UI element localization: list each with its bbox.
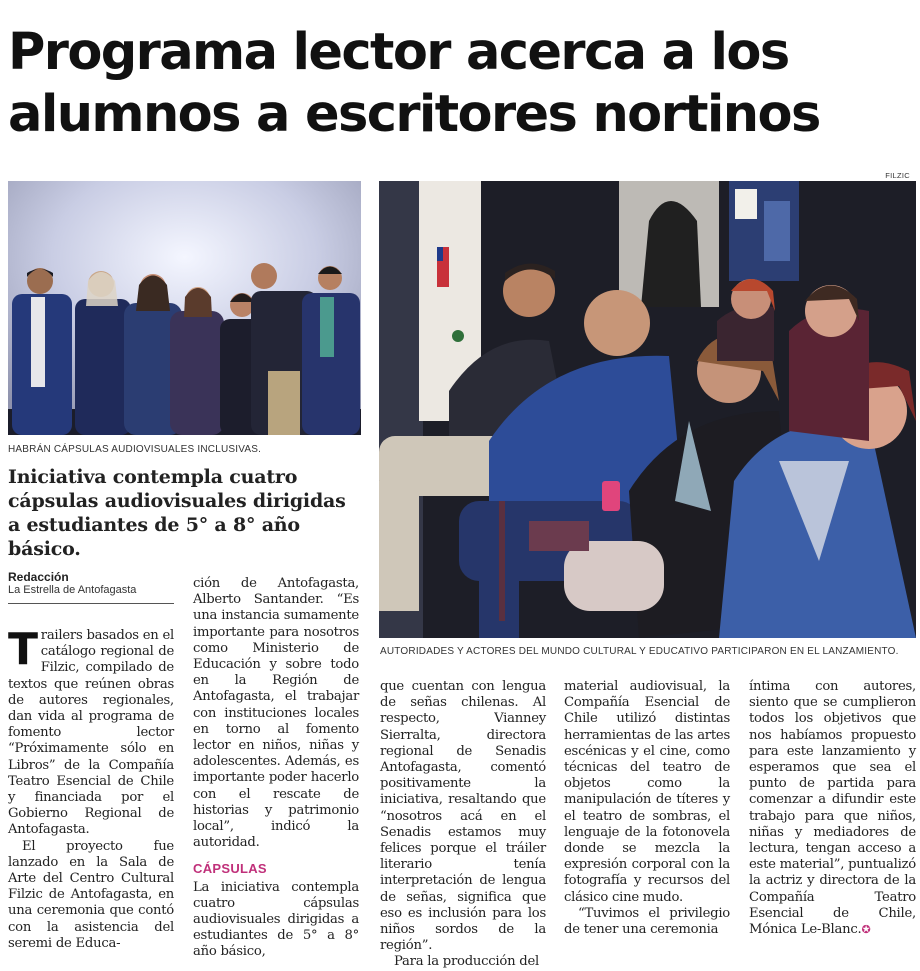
paragraph — [749, 679, 916, 938]
article-column-1 — [8, 624, 174, 952]
paragraph: ción de Antofagasta, Alberto Santander. “Es una instancia sumamente importante para nosotros como Ministerio de Educación y sobre todo en la Región de Antofagasta, el trabajar con instituciones locales en torno al fomento lector en niños, niñas y adolescentes. Además, es importante poder hacerlo con el rescate de historias y patrimonio local”, indicó la autoridad. — [193, 576, 359, 851]
paragraph: material audiovisual, la Compañía Esencial de Chile utilizó distintas herramientas de las artes escénicas y el cine, como técnicas del teatro de objetos como la manipulación de títeres y el teatro de sombras, el lenguaje de la fotonovela donde se mezcla la expresión corporal con la fotografía y recursos del clásico cine mudo. — [564, 679, 730, 905]
paragraph: railers basados en el catálogo regional de Filzic, compilado de textos que reúnen obras de autores regionales, dan vida al programa de fomento lector “Próximamente sólo en Libros” de la Compañía Teatro Esencial de Chile y financiada por el Gobierno Regional de Antofagasta. — [8, 628, 174, 838]
byline-author: Redacción — [8, 570, 69, 584]
paragraph: La iniciativa contempla cuatro cápsulas audiovisuales dirigidas a estudiantes de 5° a 8° año básico, — [193, 879, 359, 960]
paragraph: que cuentan con lengua de señas chilenas. Al respecto, Vianney Sierralta, directora regional de Senadis Antofagasta, comentó positivamente la iniciativa, resaltando que “nosotros acá en el Senadis estamos muy felices porque el tráiler literario tenía interpretación de lengua de señas, significa que eso es inclusión para los niños sordos de la región”. — [380, 679, 546, 954]
headline: Programa lector acerca a los alumnos a escritores nortinos — [8, 23, 820, 144]
article-column-5 — [749, 679, 916, 938]
lead-summary: Iniciativa contempla cuatro cápsulas audiovisuales dirigidas a estudiantes de 5° a 8° año básico. — [8, 466, 346, 560]
byline-publication: La Estrella de Antofagasta — [8, 584, 137, 596]
paragraph: Para la producción del — [394, 954, 539, 970]
photo-credit: FILZIC — [885, 171, 910, 180]
paragraph: “Tuvimos el privilegio de tener una ceremonia — [564, 905, 730, 938]
audience-photo — [379, 181, 916, 638]
end-mark-icon: ✪ — [861, 923, 871, 937]
section-subhead: CÁPSULAS — [193, 861, 267, 877]
drop-cap: T — [8, 624, 38, 675]
group-photo — [8, 181, 361, 435]
paragraph-text: íntima con autores, siento que se cumplieron todos los objetivos que nos habíamos propuesto para este lanzamiento y esperamos que sea el punto de partida para comenzar a difundir este trabajo para que niños, niñas y mediadores de lectura, tengan acceso a este material”, puntualizó la actriz y directora de la Compañía Teatro Esencial de Chile, Mónica Le-Blanc. — [749, 679, 916, 938]
byline-divider — [8, 603, 174, 604]
article-column-2 — [193, 576, 359, 961]
article-column-3 — [380, 679, 546, 971]
photo-left-caption: HABRÁN CÁPSULAS AUDIOVISUALES INCLUSIVAS. — [8, 444, 262, 455]
article-column-4 — [564, 679, 730, 938]
photo-right-caption: AUTORIDADES Y ACTORES DEL MUNDO CULTURAL Y EDUCATIVO PARTICIPARON EN EL LANZAMIENTO. — [380, 646, 899, 657]
paragraph: El proyecto fue lanzado en la Sala de Arte del Centro Cultural Filzic de Antofagasta, en una ceremonia que contó con la asistencia del seremi de Educa- — [8, 838, 174, 951]
